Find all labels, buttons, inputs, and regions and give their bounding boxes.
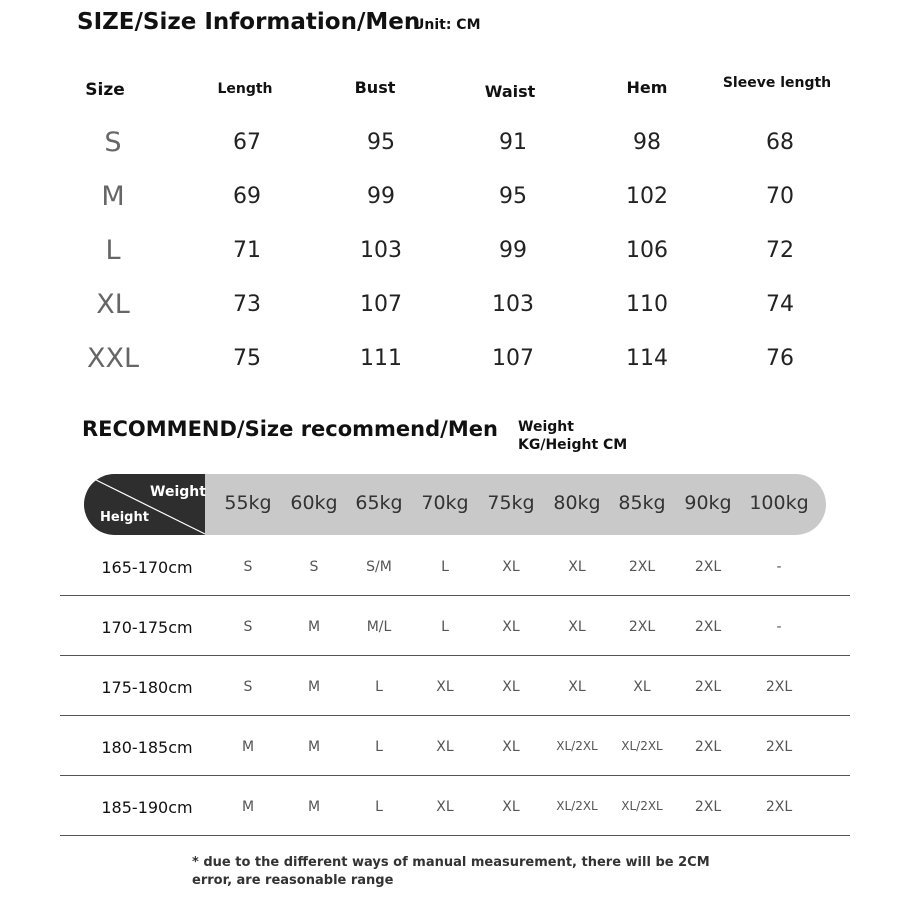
recommend-unit: Weight KG/Height CM [518,419,628,453]
measurement-note: * due to the different ways of manual measurement, there will be 2CM error, are reasonable range [192,855,710,888]
recommended-size: XL [568,679,586,695]
size-sleeve-value: 68 [766,130,794,155]
recommended-size: XL/2XL [621,739,663,753]
size-info-unit: Unit: CM [413,17,481,33]
size-label: XL [96,289,130,320]
size-bust-value: 95 [367,130,395,155]
recommended-size: S [243,679,253,695]
size-col-header: Size [85,80,125,100]
recommended-size: XL/2XL [556,799,598,813]
recommended-size: 2XL [628,559,656,575]
size-length-value: 75 [233,346,261,371]
weight-height-corner [84,474,205,535]
recommended-size: - [776,559,782,575]
recommended-size: XL/2XL [556,739,598,753]
recommended-size: S [243,559,253,575]
size-col-header: Bust [354,78,396,97]
weight-col-header: 100kg [749,492,809,514]
recommended-size: XL [436,679,454,695]
size-col-header: Length [217,81,273,97]
recommended-size: S/M [366,559,392,575]
row-divider [60,595,850,596]
size-hem-value: 110 [626,292,668,317]
weight-col-header: 70kg [421,492,469,514]
recommended-size: M [307,739,321,755]
recommended-size: 2XL [765,739,793,755]
recommended-size: M [307,679,321,695]
height-range-label: 175-180cm [101,678,193,697]
recommend-title: RECOMMEND/Size recommend/Men [82,417,498,441]
size-bust-value: 99 [367,184,395,209]
size-waist-value: 95 [499,184,527,209]
size-waist-value: 103 [492,292,534,317]
recommended-size: M [307,799,321,815]
recommended-size: 2XL [694,619,722,635]
size-bust-value: 111 [360,346,402,371]
recommended-size: 2XL [694,679,722,695]
weight-col-header: 60kg [290,492,338,514]
recommended-size: 2XL [694,559,722,575]
recommended-size: XL [568,559,586,575]
size-col-header: Sleeve length [722,75,832,91]
size-length-value: 73 [233,292,261,317]
weight-col-header: 85kg [618,492,666,514]
recommended-size: 2XL [694,739,722,755]
weight-col-header: 55kg [224,492,272,514]
size-col-header: Hem [626,78,668,97]
size-label: L [105,235,121,266]
weight-col-header: 65kg [355,492,403,514]
recommended-size: XL/2XL [621,799,663,813]
recommended-size: XL [568,619,586,635]
size-length-value: 67 [233,130,261,155]
recommended-size: M [241,799,255,815]
recommended-size: L [375,739,383,755]
recommended-size: XL [502,619,520,635]
size-hem-value: 114 [626,346,668,371]
weight-col-header: 75kg [487,492,535,514]
recommended-size: XL [436,739,454,755]
size-hem-value: 102 [626,184,668,209]
size-sleeve-value: 76 [766,346,794,371]
weight-col-header: 90kg [684,492,732,514]
size-col-header: Waist [484,82,536,101]
recommended-size: XL [502,739,520,755]
size-sleeve-value: 72 [766,238,794,263]
size-length-value: 69 [233,184,261,209]
recommended-size: XL [502,799,520,815]
size-waist-value: 99 [499,238,527,263]
size-label: S [104,127,122,158]
recommended-size: XL [502,559,520,575]
recommended-size: L [375,799,383,815]
size-info-title: SIZE/Size Information/Men [77,9,421,35]
height-range-label: 185-190cm [101,798,193,817]
recommended-size: 2XL [694,799,722,815]
recommended-size: 2XL [628,619,656,635]
recommended-size: S [309,559,319,575]
size-hem-value: 98 [633,130,661,155]
height-range-label: 170-175cm [101,618,193,637]
recommended-size: M [307,619,321,635]
weight-col-header: 80kg [553,492,601,514]
recommended-size: XL [633,679,651,695]
recommended-size: M [241,739,255,755]
size-waist-value: 107 [492,346,534,371]
recommended-size: L [441,619,449,635]
recommended-size: 2XL [765,679,793,695]
size-label: M [101,181,125,212]
height-range-label: 180-185cm [101,738,193,757]
size-length-value: 71 [233,238,261,263]
height-range-label: 165-170cm [101,558,193,577]
row-divider [60,835,850,836]
size-bust-value: 103 [360,238,402,263]
size-sleeve-value: 74 [766,292,794,317]
size-sleeve-value: 70 [766,184,794,209]
corner-height-label: Height [100,510,149,525]
recommended-size: L [375,679,383,695]
recommended-size: 2XL [765,799,793,815]
recommended-size: XL [436,799,454,815]
row-divider [60,715,850,716]
recommended-size: S [243,619,253,635]
row-divider [60,775,850,776]
size-hem-value: 106 [626,238,668,263]
size-waist-value: 91 [499,130,527,155]
size-label: XXL [86,343,140,374]
size-bust-value: 107 [360,292,402,317]
corner-weight-label: Weight [150,484,206,500]
recommended-size: - [776,619,782,635]
row-divider [60,655,850,656]
recommended-size: L [441,559,449,575]
recommended-size: XL [502,679,520,695]
recommended-size: M/L [366,619,392,635]
